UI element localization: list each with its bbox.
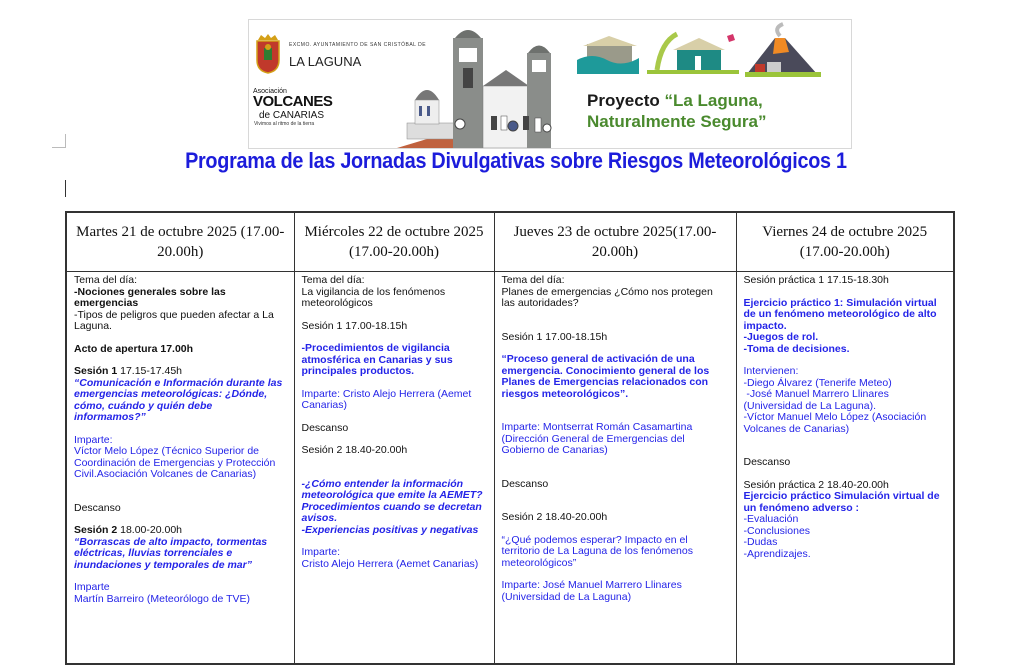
speaker-label: Imparte (74, 581, 110, 593)
session-title: “Comunicación e Información durante las emergencias meteorológicas: ¿Dónde, cómo, cuándo y quién debe informamos?” (74, 376, 283, 423)
exercise-item: -Juegos de rol. (743, 331, 819, 343)
table-row (66, 272, 954, 665)
tema-item: -Tipos de peligros que pueden afectar a La Laguna. (74, 308, 274, 332)
speaker-label: Intervienen: (743, 365, 799, 377)
tema-label: Tema del día: (74, 274, 138, 286)
proyecto-name-line1: “La Laguna, (664, 91, 763, 110)
cell-miercoles (294, 272, 494, 665)
ayuntamiento-logo (253, 34, 427, 78)
break-label: Descanso (301, 421, 349, 434)
column-header-martes: Martes 21 de octubre 2025 (17.00-20.00h) (66, 212, 294, 272)
tema-item: -Nociones generales sobre las emergencias (74, 285, 226, 309)
exercise-item: -Dudas (743, 536, 778, 548)
session-title: “Proceso general de activación de una emergencia. Conocimiento general de los Planes de Emergencias relacionados con riesgos meteorológicos”. (501, 353, 710, 400)
speaker: Cristo Alejo Herrera (Aemet Canarias) (301, 557, 479, 570)
exercise-item: -Evaluación (743, 513, 799, 525)
session-time (74, 525, 287, 537)
volcanes-motto: Vivimos al ritmo de la tierra (254, 121, 315, 127)
program-table (65, 211, 955, 665)
coat-of-arms-icon (255, 34, 281, 74)
hazard-illustrations (577, 22, 827, 82)
speaker-label: Imparte: (74, 433, 113, 446)
speaker-label: Imparte: (301, 546, 341, 558)
session-label: Sesión 1 (74, 365, 118, 377)
session-hours: 18.00-20.00h (117, 524, 182, 536)
speaker: Víctor Melo López (Técnico Superior de Coordinación de Emergencias y Protección Civil.Asociación Volcanes de Canarias) (74, 445, 276, 480)
exercise-item: -Aprendizajes. (743, 547, 811, 560)
break-label: Descanso (501, 477, 549, 490)
session-time: Sesión 1 17.00-18.15h (301, 319, 408, 332)
session-time: Sesión práctica 2 18.40-20.00h (743, 478, 889, 491)
cell-jueves (494, 272, 736, 665)
cell-martes (66, 272, 294, 665)
tema-label: Tema del día: (501, 274, 565, 286)
exercise-title: Ejercicio práctico 1: Simulación virtual de un fenómeno meteorológico de alto impacto. (743, 296, 937, 332)
flood-house-icon (577, 36, 639, 74)
column-header-viernes: Viernes 24 de octubre 2025 (17.00-20.00h) (736, 212, 954, 272)
proyecto-name-line2: Naturalmente Segura” (587, 112, 767, 131)
opening-act: Acto de apertura 17.00h (74, 342, 194, 355)
exercise-title: Ejercicio práctico Simulación virtual de un fenómeno adverso : (743, 490, 940, 514)
volcanes-canarias: de CANARIAS (259, 110, 325, 121)
volcanes-name: VOLCANES (253, 93, 333, 110)
exercise-item: -Toma de decisiones. (743, 342, 850, 355)
cathedral-illustration (377, 28, 577, 148)
session-time: Sesión 1 17.00-18.15h (501, 330, 608, 343)
break-label: Descanso (743, 456, 791, 468)
session-title: “Borrascas de alto impacto, tormentas eléctricas, lluvias torrenciales e inundaciones y temporales de mar” (74, 535, 268, 571)
volcanes-logo (253, 88, 363, 140)
speaker: Imparte: José Manuel Marrero Llinares (Universidad de La Laguna) (501, 579, 682, 603)
volcano-icon (745, 24, 821, 77)
speaker: -Víctor Manuel Melo López (Asociación Volcanes de Canarias) (743, 411, 927, 435)
session-label: Sesión 2 (74, 524, 118, 536)
ayuntamiento-name: LA LAGUNA (289, 54, 362, 69)
tema-item: Planes de emergencias ¿Cómo nos protegen las autoridades? (501, 285, 713, 309)
speaker: Imparte: Cristo Alejo Herrera (Aemet Canarias) (301, 387, 472, 411)
text-cursor (65, 180, 66, 197)
column-header-jueves: Jueves 23 de octubre 2025(17.00-20.00h) (494, 212, 736, 272)
session-title: -Procedimientos de vigilancia atmosférica en Canarias y sus principales productos. (301, 342, 453, 377)
session-time: Sesión 2 18.40-20.00h (301, 444, 408, 456)
session-title: -¿Cómo entender la información meteorológica que emite la AEMET? Procedimientos cuando se decretan avisos. (301, 477, 483, 524)
speaker: Imparte: Montserrat Román Casamartina (Dirección General de Emergencias del Gobierno de Canarias) (501, 421, 693, 456)
volcanes-asociacion: Asociación (253, 88, 287, 95)
speaker: -José Manuel Marrero Llinares (Universidad de La Laguna). (743, 388, 892, 412)
session-time: Sesión 2 18.40-20.00h (501, 511, 608, 523)
tema-item: La vigilancia de los fenómenos meteorológicos (301, 285, 446, 309)
table-header-row (66, 212, 954, 272)
session-title: -Experiencias positivas y negativas (301, 523, 479, 536)
speaker: Martín Barreiro (Meteorólogo de TVE) (74, 592, 251, 605)
tema-label: Tema del día: (301, 274, 365, 286)
proyecto-prefix: Proyecto (587, 91, 665, 110)
cell-viernes (736, 272, 954, 665)
break-label: Descanso (74, 501, 121, 514)
session-time: Sesión práctica 1 17.15-18.30h (743, 274, 889, 286)
session-title: “¿Qué podemos esperar? Impacto en el territorio de La Laguna de los fenómenos meteorológicos” (501, 533, 693, 569)
page-title: Programa de las Jornadas Divulgativas sobre Riesgos Meteorológicos 1 (185, 148, 847, 173)
session-time (74, 366, 287, 378)
storm-house-icon (647, 34, 739, 74)
speaker: -Diego Álvarez (Tenerife Meteo) (743, 376, 892, 389)
column-header-miercoles: Miércoles 22 de octubre 2025 (17.00-20.00h) (294, 212, 494, 272)
proyecto-title (587, 90, 767, 132)
header-banner (248, 19, 852, 149)
exercise-item: -Conclusiones (743, 524, 811, 537)
ayuntamiento-small-text: EXCMO. AYUNTAMIENTO DE SAN CRISTÓBAL DE (289, 42, 427, 48)
margin-corner-mark (52, 134, 66, 148)
session-hours: 17.15-17.45h (117, 365, 182, 377)
